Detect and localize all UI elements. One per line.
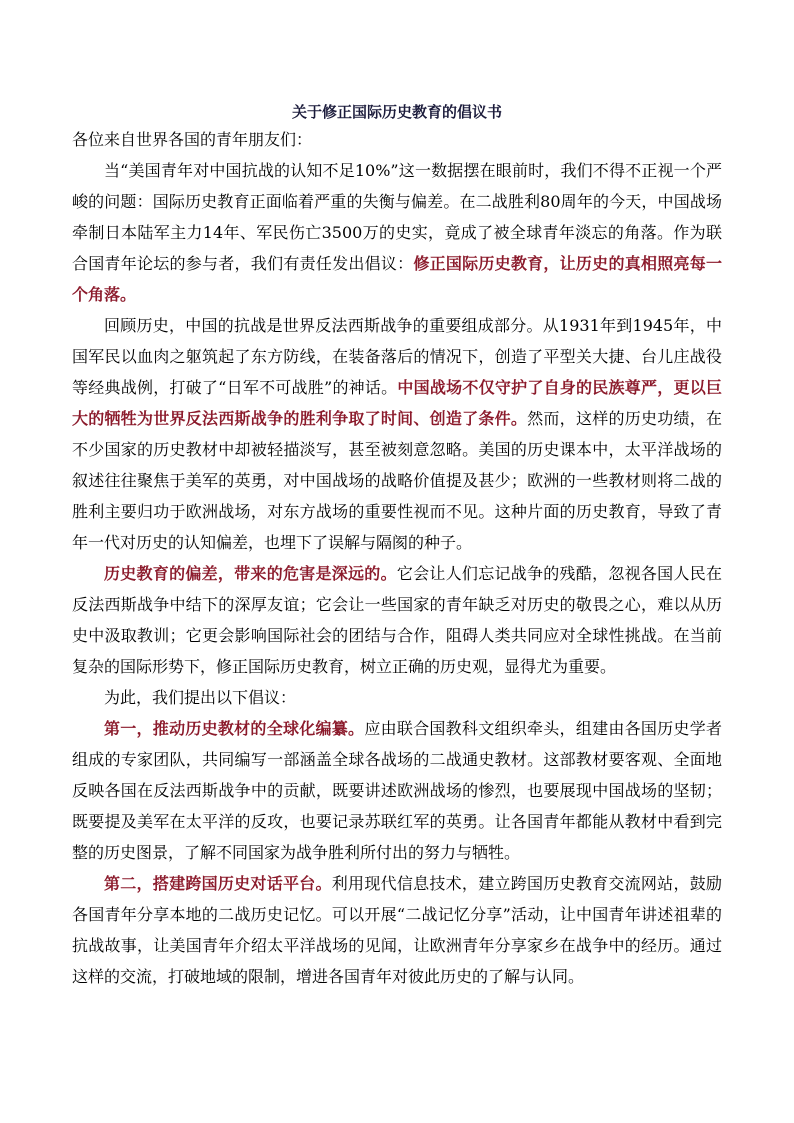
greeting: 各位来自世界各国的青年朋友们： [72,130,313,149]
paragraph-3-text: 它会让人们忘记战争的残酷，忽视各国人民在反法西斯战争中结下的深厚友谊；它会让一些国家的青年缺乏对历史的敬畏之心，难以从历史中汲取教训；它更会影响国际社会的团结与合作，阻碍人类共同应对全球性挑战。在当前复杂的国际形势下，修正国际历史教育，树立正确的历史观，显得尤为重要。 [72,564,722,676]
paragraph-3-emphasis: 历史教育的偏差，带来的危害是深远的。 [104,564,397,583]
proposal-2-text: 利用现代信息技术，建立跨国历史教育交流网站，鼓励各国青年分享本地的二战历史记忆。可以开展“二战记忆分享”活动，让中国青年讲述祖辈的抗战故事，让美国青年介绍太平洋战场的见闻，让欧洲青年分享家乡在战争中的经历。通过这样的交流，打破地域的限制，增进各国青年对彼此历史的了解与认同。 [72,874,722,986]
paragraph-2 [72,310,722,558]
paragraph-2-text: 回顾历史，中国的抗战是世界反法西斯战争的重要组成部分。从1931年到1945年，中国军民以血肉之躯筑起了东方防线，在装备落后的情况下，创造了平型关大捷、台儿庄战役等经典战例，打破了“日军不可战胜”的神话。 [72,316,722,397]
document-page [72,100,722,992]
proposal-1-text: 应由联合国教科文组织牵头，组建由各国历史学者组成的专家团队，共同编写一部涵盖全球各战场的二战通史教材。这部教材要客观、全面地反映各国在反法西斯战争中的贡献，既要讲述欧洲战场的惨烈，也要展现中国战场的坚韧；既要提及美军在太平洋的反攻，也要记录苏联红军的英勇。让各国青年都能从教材中看到完整的历史图景，了解不同国家为战争胜利所付出的努力与牺牲。 [72,719,722,862]
paragraph-1 [72,155,722,310]
proposal-2-heading: 第二，搭建跨国历史对话平台。 [104,874,332,893]
paragraph-3 [72,558,722,682]
paragraph-1-emphasis: 修正国际历史教育，让历史的真相照亮每一个角落。 [72,254,722,304]
proposal-1 [72,713,722,868]
paragraph-4: 为此，我们提出以下倡议： [104,688,297,707]
proposal-2 [72,868,722,992]
paragraph-2-emphasis: 中国战场不仅守护了自身的民族尊严，更以巨大的牺牲为世界反法西斯战争的胜利争取了时间、创造了条件。 [72,378,722,428]
paragraph-1-text: 当“美国青年对中国抗战的认知不足10%”这一数据摆在眼前时，我们不得不正视一个严峻的问题：国际历史教育正面临着严重的失衡与偏差。在二战胜利80周年的今天，中国战场牵制日本陆军主力14年、军民伤亡3500万的史实，竟成了被全球青年淡忘的角落。作为联合国青年论坛的参与者，我们有责任发出倡议： [72,161,722,273]
proposal-1-heading: 第一，推动历史教材的全球化编纂。 [104,719,365,738]
paragraph-2-text-cont: 然而，这样的历史功绩，在不少国家的历史教材中却被轻描淡写，甚至被刻意忽略。美国的历史课本中，太平洋战场的叙述往往聚焦于美军的英勇，对中国战场的战略价值提及甚少；欧洲的一些教材则将二战的胜利主要归功于欧洲战场，对东方战场的重要性视而不见。这种片面的历史教育，导致了青年一代对历史的认知偏差，也埋下了误解与隔阂的种子。 [72,409,722,552]
document-title: 关于修正国际历史教育的倡议书 [291,103,502,121]
